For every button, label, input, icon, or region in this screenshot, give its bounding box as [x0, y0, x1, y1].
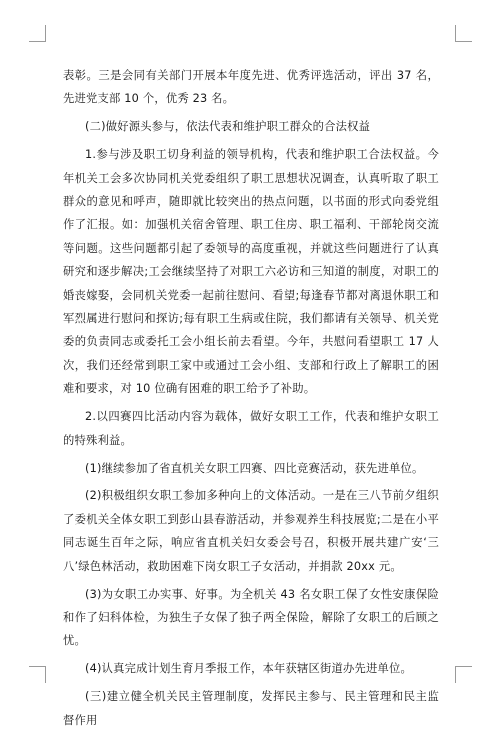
section-heading-3: (三)建立健全机关民主管理制度，发挥民主参与、民主管理和民主监督作用 [63, 690, 439, 727]
paragraph-women-workers-heading: 2.以四赛四比活动内容为载体，做好女职工工作，代表和维护女职工的特殊利益。 [63, 410, 439, 447]
paragraph-item-4: (4)认真完成计划生育月季报工作，本年获辖区街道办先进单位。 [85, 662, 413, 676]
crop-mark-top-right [455, 25, 472, 42]
paragraph-item-3: (3)为女职工办实事、好事。为全机关 43 名女职工保了女性安康保险和作了妇科体检，为独生子女保了独子两全保险，解除了女职工的后顾之忧。 [63, 587, 439, 648]
paragraph-item-2: (2)积极组织女职工参加多种向上的文体活动。一是在三八节前夕组织了委机关全体女职工到彭山县春游活动，并参观养生科技展览;二是在小平同志诞生百年之际，响应省直机关妇女委会号召，积极开展共建广安‘三八’绿色林活动，救助困难下岗女职工子女活动，并捐款 20xx 元。 [63, 489, 439, 573]
paragraph-item-1: (1)继续参加了省直机关女职工四赛、四比竞赛活动，获先进单位。 [85, 461, 424, 475]
crop-mark-bottom-left [29, 666, 46, 683]
paragraph-commendation-continued: 表彰。三是会同有关部门开展本年度先进、优秀评选活动，评出 37 名，先进党支部 10 个，优秀 23 名。 [63, 69, 439, 106]
section-heading-2: (二)做好源头参与，依法代表和维护职工群众的合法权益 [85, 120, 371, 134]
paragraph-leadership-participation: 1.参与涉及职工切身利益的领导机构，代表和维护职工合法权益。今年机关工会多次协同机关党委组织了职工思想状况调查，认真听取了职工群众的意见和呼声，随即就比较突出的热点问题，以书面的形式向委党组作了汇报。如：加强机关宿舍管理、职工住房、职工福利、干部轮岗交流等问题。这些问题都引起了委领导的高度重视，并就这些问题进行了认真研究和逐步解决;工会继续坚持了对职工六必访和三知道的制度，对职工的婚丧嫁娶，会同机关党委一起前往慰问、看望;每逢春节都对离退休职工和军烈属进行慰问和探访;每有职工生病或住院，我们都请有关领导、机关党委的负责同志或委托工会小组长前去看望。今年，共慰问看望职工 17 人次，我们还经常到职工家中或通过工会小组、支部和行政上了解职工的困难和要求，对 10 位确有困难的职工给予了补助。 [63, 148, 439, 396]
document-body [63, 64, 439, 732]
crop-mark-bottom-right [455, 666, 472, 683]
crop-mark-top-left [29, 25, 46, 42]
